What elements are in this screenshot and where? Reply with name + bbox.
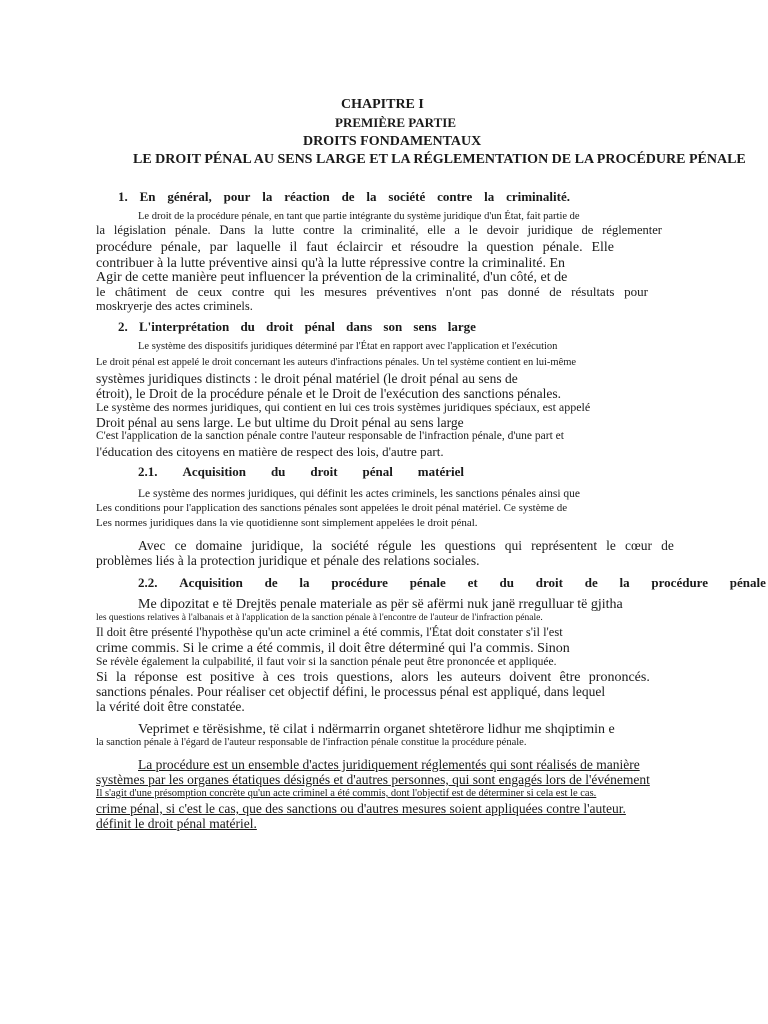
word: faut	[306, 240, 328, 255]
word: pénale.	[174, 223, 211, 237]
word: pénale	[729, 575, 766, 590]
word: n'ont	[445, 284, 472, 299]
word: les	[420, 538, 436, 553]
word: doivent	[509, 670, 552, 685]
section-2-heading	[118, 320, 476, 334]
word: la	[467, 240, 478, 255]
word: qui	[273, 284, 291, 299]
word: la	[262, 189, 273, 204]
word: questions	[444, 538, 496, 553]
word: ce	[174, 538, 187, 553]
word: procédure	[96, 240, 152, 255]
word: la	[619, 575, 630, 590]
word: auteurs	[460, 670, 501, 685]
word: contre	[303, 223, 335, 237]
word: de	[661, 538, 674, 553]
word: Acquisition	[179, 575, 243, 590]
word: pas	[480, 284, 499, 299]
word: la	[484, 189, 495, 204]
word: du	[240, 319, 255, 334]
word: châtiment	[114, 284, 167, 299]
word: pénale.	[542, 240, 583, 255]
word: et	[391, 240, 402, 255]
text-line	[96, 224, 662, 238]
word: 1.	[118, 189, 128, 204]
word: Elle	[591, 240, 614, 255]
section-2-1-heading	[138, 465, 464, 479]
word: la	[115, 670, 127, 685]
word: la	[96, 223, 106, 237]
word: de	[341, 189, 355, 204]
text-line: Agir de cette manière peut influencer la prévention de la criminalité, d'un côté, et de	[96, 270, 568, 285]
underlined-line: La procédure est un ensemble d'actes juridiquement réglementés qui sont réalisés de manière	[138, 757, 640, 772]
text-line: C'est l'application de la sanction pénale contre l'auteur responsable de l'infraction pénale, d'une part et	[96, 430, 564, 442]
text-line: contribuer à la lutte préventive ainsi qu'à la lutte répressive contre la criminalité. En	[96, 256, 566, 271]
word: procédure	[331, 575, 388, 590]
word: mesures	[324, 284, 367, 299]
text-line: Le système des normes juridiques, qui définit les actes criminels, les sanctions pénales ainsi que	[138, 488, 581, 500]
word: législation	[113, 223, 166, 237]
word: droit	[535, 575, 563, 590]
text-line: Le système des normes juridiques, qui contient en lui ces trois systèmes juridiques spéciaux, est appelé	[96, 400, 591, 414]
word: lutte	[272, 223, 295, 237]
word: alors	[401, 670, 429, 685]
text-line: Les conditions pour l'application des sanctions pénales sont appelées le droit pénal matériel. Ce système de	[96, 502, 568, 514]
word: 2.	[118, 319, 128, 334]
part-heading: PREMIÈRE PARTIE	[335, 115, 457, 130]
text-line	[96, 240, 614, 255]
word: laquelle	[236, 240, 281, 255]
word: et	[467, 575, 478, 590]
underlined-line: systèmes par les organes étatiques désignés et d'autres personnes, qui sont engagés lors de l'événement	[96, 772, 650, 787]
word: donné	[507, 284, 540, 299]
text-line: Le droit pénal est appelé le droit concernant les auteurs d'infractions pénales. Un tel système contient en lui-même	[96, 357, 577, 368]
word: 2.2.	[138, 575, 158, 590]
word: a	[454, 223, 460, 237]
word: positive	[210, 670, 255, 685]
underlined-line: crime pénal, si c'est le cas, que des sanctions ou d'autres mesures soient appliquées contre l'auteur.	[96, 801, 626, 816]
word: elle	[427, 223, 446, 237]
text-line: problèmes liés à la protection juridique et pénale des relations sociales.	[96, 553, 480, 568]
word: les	[300, 284, 315, 299]
text-line: les questions relatives à l'albanais et à l'application de la sanction pénale à l'encontre de l'auteur de l'infraction pénale.	[96, 613, 543, 623]
word: les	[436, 670, 453, 685]
word: la	[312, 538, 323, 553]
text-line: moskryerje des actes criminels.	[96, 299, 253, 313]
word: pénale	[409, 575, 446, 590]
word: ces	[277, 670, 296, 685]
text-line: Se révèle également la culpabilité, il faut voir si la sanction pénale peut être prononcée et appliquée.	[96, 656, 557, 668]
word: de	[264, 575, 278, 590]
word: Dans	[219, 223, 246, 237]
word: la	[343, 223, 353, 237]
word: de	[581, 223, 594, 237]
word: procédure	[651, 575, 708, 590]
text-line: crime commis. Si le crime a été commis, il doit être déterminé qui l'a commis. Sinon	[96, 641, 570, 656]
word: Acquisition	[182, 464, 247, 479]
word: L'interprétation	[138, 319, 230, 334]
text-line: la vérité doit être constatée.	[96, 699, 245, 714]
word: pour	[223, 189, 251, 204]
word: la	[254, 223, 264, 237]
word: régule	[377, 538, 412, 553]
word: cœur	[625, 538, 652, 553]
word: pénal	[304, 319, 335, 334]
text-line: la sanction pénale à l'égard de l'auteur responsable de l'infraction pénale constitue la procédure pénale.	[96, 737, 527, 748]
word: Avec	[138, 538, 166, 553]
word: de	[549, 284, 562, 299]
text-line: Les normes juridiques dans la vie quotidienne sont simplement appelées le droit pénal.	[96, 517, 478, 529]
word: droit	[310, 464, 338, 479]
word: par	[209, 240, 228, 255]
word: représentent	[531, 538, 598, 553]
text-line	[96, 285, 648, 299]
text-line: sanctions pénales. Pour réaliser cet objectif défini, le processus pénal est appliqué, dans lequel	[96, 684, 606, 699]
underlined-line: Il s'agit d'une présomption concrète qu'un acte criminel a été commis, dont l'objectif est de déterminer si cela est le cas.	[96, 788, 597, 799]
word: général,	[167, 189, 212, 204]
word: contre	[437, 189, 473, 204]
word: pénal	[362, 464, 393, 479]
word: du	[270, 464, 286, 479]
text-line	[138, 539, 674, 554]
word: pénale,	[160, 240, 201, 255]
word: prononcés.	[588, 670, 650, 685]
section-2-2-heading	[138, 576, 766, 590]
word: questions,	[336, 670, 393, 685]
word: réaction	[284, 189, 330, 204]
word: question	[486, 240, 534, 255]
word: le	[606, 538, 616, 553]
word: criminalité,	[361, 223, 419, 237]
word: réglementer	[602, 223, 662, 237]
word: résoudre	[410, 240, 459, 255]
word: pour	[624, 284, 648, 299]
word: 2.1.	[138, 464, 158, 479]
text-line: Veprimet e tërësishme, të cilat i ndërmarrin organet shtetërore lidhur me shqiptimin e	[138, 722, 615, 737]
word: à	[262, 670, 269, 685]
chapter-heading: CHAPITRE I	[341, 97, 424, 112]
word: du	[499, 575, 514, 590]
word: ceux	[197, 284, 223, 299]
word: Si	[96, 670, 108, 685]
word: matériel	[417, 464, 464, 479]
word: droit	[266, 319, 294, 334]
section-1-heading	[118, 190, 570, 204]
underlined-line: définit le droit pénal matériel.	[96, 816, 257, 831]
word: large	[447, 319, 476, 334]
word: société	[388, 189, 426, 204]
word: domaine	[195, 538, 243, 553]
text-line: Me dipozitat e të Drejtës penale materiale as për së afërmi nuk janë rregulluar të gjitha	[138, 597, 623, 612]
text-line: Il doit être présenté l'hypothèse qu'un acte criminel a été commis, l'État doit constater s'il l'est	[96, 625, 563, 639]
word: le	[468, 223, 478, 237]
text-line: l'éducation des citoyens en matière de respect des lois, d'autre part.	[96, 444, 444, 459]
word: de	[584, 575, 598, 590]
word: être	[559, 670, 581, 685]
word: il	[289, 240, 298, 255]
word: En	[139, 189, 156, 204]
word: criminalité.	[506, 189, 570, 204]
document-title: LE DROIT PÉNAL AU SENS LARGE ET LA RÉGLEMENTATION DE LA PROCÉDURE PÉNALE	[133, 152, 746, 167]
word: son	[383, 319, 403, 334]
text-line: Le système des dispositifs juridiques déterminé par l'État en rapport avec l'application et l'exécution	[138, 341, 558, 352]
word: juridique	[527, 223, 573, 237]
word: contre	[231, 284, 265, 299]
word: juridique,	[251, 538, 304, 553]
word: devoir	[486, 223, 519, 237]
text-line: Le droit de la procédure pénale, en tant que partie intégrante du système juridique d'un État, fait partie de	[138, 211, 580, 222]
word: société	[331, 538, 369, 553]
word: est	[186, 670, 202, 685]
word: éclaircir	[336, 240, 383, 255]
text-line: étroit), le Droit de la procédure pénale et le Droit de l'exécution des sanctions pénales.	[96, 386, 562, 401]
word: le	[96, 284, 106, 299]
word: de	[175, 284, 189, 299]
word: la	[366, 189, 377, 204]
word: préventives	[376, 284, 437, 299]
word: trois	[303, 670, 329, 685]
word: sens	[413, 319, 437, 334]
rights-heading: DROITS FONDAMENTAUX	[303, 134, 482, 149]
word: la	[299, 575, 310, 590]
word: réponse	[134, 670, 178, 685]
word: qui	[504, 538, 523, 553]
text-line: systèmes juridiques distincts : le droit pénal matériel (le droit pénal au sens de	[96, 371, 518, 386]
word: résultats	[571, 284, 615, 299]
word: dans	[346, 319, 373, 334]
text-line: Droit pénal au sens large. Le but ultime du Droit pénal au sens large	[96, 415, 464, 430]
